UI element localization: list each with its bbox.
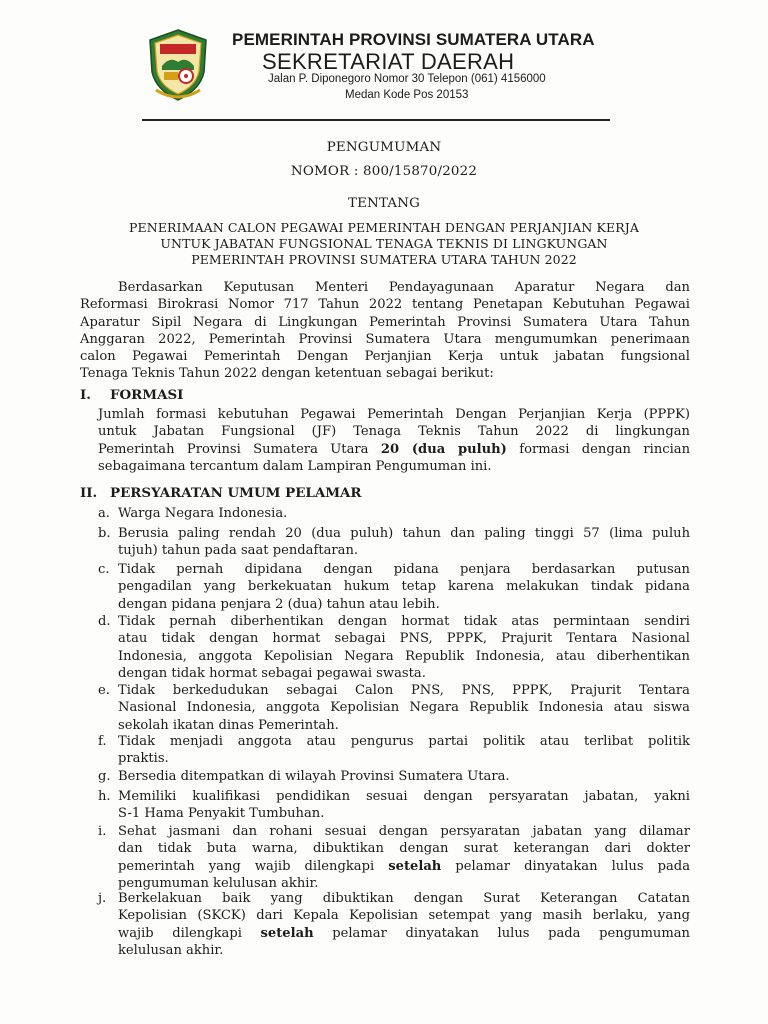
body-line: Jumlah formasi kebutuhan Pegawai Pemerintah Dengan Perjanjian Kerja (PPPK) [98, 407, 690, 422]
header-city: Medan Kode Pos 20153 [345, 89, 469, 101]
section-2-heading [80, 485, 362, 501]
item-line: kelulusan akhir. [118, 942, 224, 958]
item-line: dan tidak buta warna, dibuktikan dengan surat keterangan dari dokter [118, 841, 690, 857]
item-marker: f. [98, 734, 107, 749]
section-title: PERSYARATAN UMUM PELAMAR [110, 485, 362, 501]
item-line: atau tidak dengan hormat sebagai PNS, PPPK, Prajurit Tentara Nasional [118, 631, 690, 647]
intro-line: Tenaga Teknis Tahun 2022 dengan ketentuan sebagai berikut: [80, 366, 494, 382]
body-line: untuk Jabatan Fungsional (JF) Tenaga Teknis Tahun 2022 di lingkungan [98, 424, 690, 440]
document-title-line-2: UNTUK JABATAN FUNGSIONAL TENAGA TEKNIS DI LINGKUNGAN [160, 236, 608, 251]
province-coat-of-arms-icon [146, 26, 210, 102]
section-title: FORMASI [110, 387, 184, 403]
item-text: pelamar dinyatakan lulus pada pengumuman [313, 925, 690, 941]
section-1-heading [80, 387, 183, 403]
item-marker: g. [98, 769, 111, 784]
section-1-body [98, 406, 690, 475]
item-marker: h. [98, 789, 111, 804]
item-line: Tidak pernah dipidana dengan pidana penjara berdasarkan putusan [118, 562, 690, 577]
header-address: Jalan P. Diponegoro Nomor 30 Telepon (061) 4156000 [268, 73, 546, 85]
item-marker: a. [98, 506, 110, 521]
item-marker: d. [98, 614, 111, 629]
item-marker: j. [98, 891, 107, 906]
item-line: pengumuman kelulusan akhir. [118, 875, 319, 891]
formation-count: 20 (dua puluh) [380, 441, 507, 457]
item-line: Indonesia, anggota Kepolisian Negara Republik Indonesia, atau diberhentikan [118, 648, 690, 664]
emphasis-after: setelah [260, 925, 314, 941]
item-line: Sehat jasmani dan rohani sesuai dengan persyaratan jabatan yang dilamar [118, 824, 690, 839]
body-line: sebagaimana tercantum dalam Lampiran Pengumuman ini. [98, 458, 492, 474]
item-marker: i. [98, 824, 107, 839]
header-divider [142, 119, 610, 121]
intro-line: calon Pegawai Pemerintah Dengan Perjanjian Kerja untuk jabatan fungsional [80, 349, 690, 365]
item-text: wajib dilengkapi [118, 925, 261, 941]
item-line: Tidak berkedudukan sebagai Calon PNS, PNS, PPPK, Prajurit Tentara [118, 683, 690, 698]
intro-line: Berdasarkan Keputusan Menteri Pendayagunaan Aparatur Negara dan [118, 280, 690, 295]
item-line: S-1 Hama Penyakit Tumbuhan. [118, 806, 325, 822]
item-marker: c. [98, 562, 110, 577]
item-line: pengadilan yang berkekuatan hukum tetap karena melakukan tindak pidana [118, 579, 690, 595]
item-line: Berkelakuan baik yang dibuktikan dengan Surat Keterangan Catatan [118, 891, 690, 906]
body-text: Pemerintah Provinsi Sumatera Utara [98, 441, 381, 457]
item-text: pemerintah yang wajib dilengkapi [118, 858, 389, 874]
emphasis-after: setelah [388, 858, 442, 874]
item-line: Tidak menjadi anggota atau pengurus partai politik atau terlibat politik [118, 734, 690, 749]
item-marker: e. [98, 683, 110, 698]
item-line: Kepolisian (SKCK) dari Kepala Kepolisian setempat yang masih berlaku, yang [118, 908, 690, 924]
section-number: II. [80, 485, 98, 501]
item-line [118, 925, 690, 942]
item-line: Memiliki kualifikasi pendidikan sesuai dengan persyaratan jabatan, yakni [118, 789, 690, 804]
intro-line: Reformasi Birokrasi Nomor 717 Tahun 2022 tentang Penetapan Kebutuhan Pegawai [80, 297, 690, 313]
section-number: I. [80, 387, 91, 403]
body-line [98, 441, 690, 458]
document-about: TENTANG [347, 196, 421, 211]
intro-line: Aparatur Sipil Negara di Lingkungan Pemerintah Provinsi Sumatera Utara Tahun [80, 314, 690, 330]
item-line: Berusia paling rendah 20 (dua puluh) tahun dan paling tinggi 57 (lima puluh [118, 526, 690, 541]
header-office: SEKRETARIAT DAERAH [262, 49, 515, 74]
item-marker: b. [98, 526, 111, 541]
document-title-line-1: PENERIMAAN CALON PEGAWAI PEMERINTAH DENGAN PERJANJIAN KERJA [129, 220, 639, 235]
intro-line: Anggaran 2022, Pemerintah Provinsi Sumatera Utara mengumumkan penerimaan [80, 331, 690, 347]
item-line [118, 858, 690, 875]
item-line: dengan tidak hormat sebagai pegawai swasta. [118, 665, 426, 681]
item-line: Bersedia ditempatkan di wilayah Provinsi Sumatera Utara. [118, 769, 510, 784]
document-title-line-3: PEMERINTAH PROVINSI SUMATERA UTARA TAHUN 2022 [191, 252, 577, 267]
document-number: NOMOR : 800/15870/2022 [290, 164, 478, 179]
item-line: Tidak pernah diberhentikan dengan hormat tidak atas permintaan sendiri [118, 614, 690, 629]
item-line: tujuh) tahun pada saat pendaftaran. [118, 543, 359, 559]
header-government: PEMERINTAH PROVINSI SUMATERA UTARA [232, 30, 595, 49]
intro-paragraph [80, 279, 690, 383]
item-line: sekolah ikatan dinas Pemerintah. [118, 717, 339, 733]
item-text: pelamar dinyatakan lulus pada [441, 858, 691, 874]
item-line: Warga Negara Indonesia. [118, 506, 288, 521]
item-line: dengan pidana penjara 2 (dua) tahun atau lebih. [118, 596, 440, 612]
item-line: praktis. [118, 751, 169, 767]
document-type: PENGUMUMAN [326, 140, 442, 155]
item-line: Nasional Indonesia, anggota Kepolisian Negara Republik Indonesia atau siswa [118, 700, 690, 716]
body-text: formasi dengan rincian [506, 441, 691, 457]
